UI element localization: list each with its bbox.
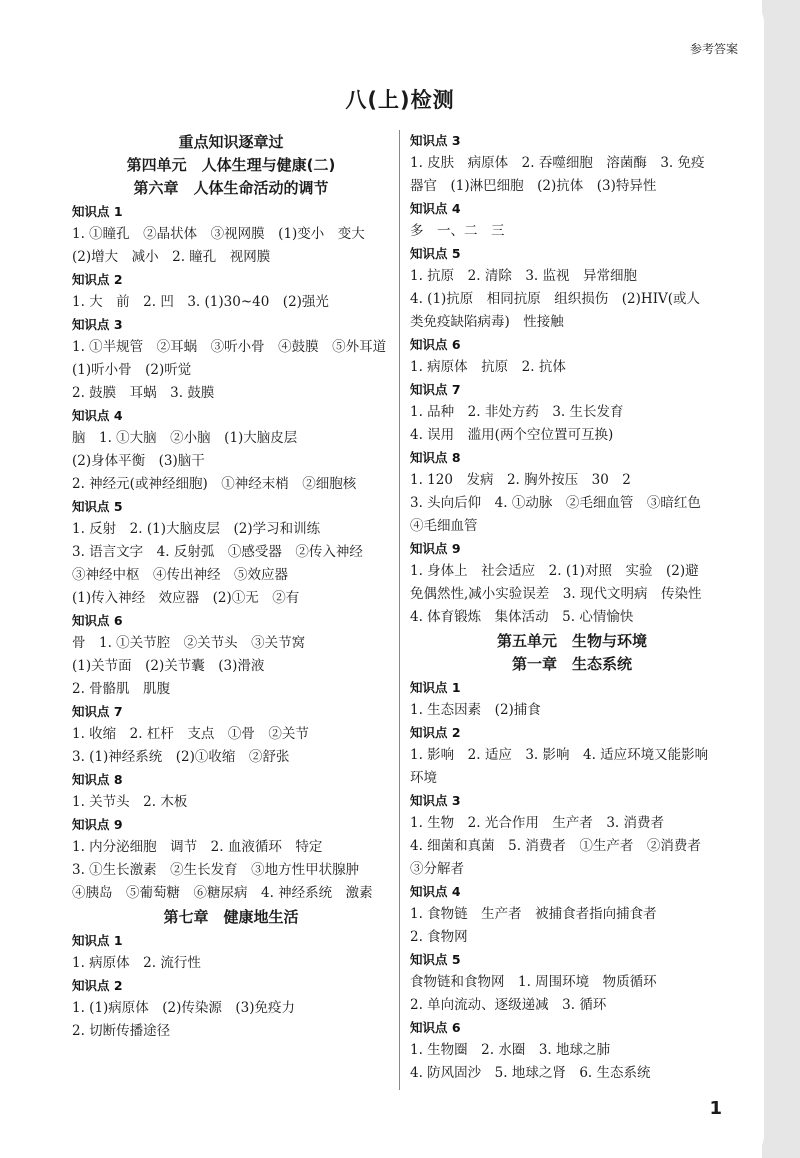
knowledge-point-label: 知识点 8: [410, 450, 461, 465]
answer-line: (1)听小骨 (2)听觉: [72, 362, 192, 378]
knowledge-point-label: 知识点 7: [410, 382, 461, 397]
section-heading: 第六章 人体生命活动的调节: [133, 179, 329, 197]
answer-line: 1. 生物 2. 光合作用 生产者 3. 消费者: [410, 815, 665, 831]
answer-line: 1. 抗原 2. 清除 3. 监视 异常细胞: [410, 268, 638, 284]
answer-line: 1. 内分泌细胞 调节 2. 血液循环 特定: [72, 839, 323, 855]
answer-line: 4. 误用 滥用(两个空位置可互换): [410, 427, 614, 443]
right-column: [410, 130, 734, 1085]
answer-line: 1. 大 前 2. 凹 3. (1)30~40 (2)强光: [72, 294, 329, 310]
answer-line: 4. 防风固沙 5. 地球之肾 6. 生态系统: [410, 1065, 651, 1081]
knowledge-point-label: 知识点 6: [410, 337, 461, 352]
knowledge-point-label: 知识点 1: [72, 933, 123, 948]
answer-line: ④毛细血管: [410, 518, 478, 534]
answer-line: 3. (1)神经系统 (2)①收缩 ②舒张: [72, 749, 290, 765]
answer-line: 食物链和食物网 1. 周围环境 物质循环: [410, 974, 657, 990]
header-label: 参考答案: [689, 42, 738, 56]
answer-line: 1. 收缩 2. 杠杆 支点 ①骨 ②关节: [72, 726, 309, 742]
section-heading: 第五单元 生物与环境: [496, 632, 647, 650]
page-number: 1: [709, 1098, 722, 1119]
knowledge-point-label: 知识点 3: [410, 793, 461, 808]
answer-line: 1. 皮肤 病原体 2. 吞噬细胞 溶菌酶 3. 免疫: [410, 155, 705, 171]
section-heading: 第一章 生态系统: [511, 655, 632, 673]
answer-line: 1. 反射 2. (1)大脑皮层 (2)学习和训练: [72, 521, 321, 537]
knowledge-point-label: 知识点 6: [72, 613, 123, 628]
answer-line: 2. 骨骼肌 肌腹: [72, 681, 171, 697]
answer-line: 4. 体育锻炼 集体活动 5. 心情愉快: [410, 609, 634, 625]
knowledge-point-label: 知识点 5: [410, 952, 461, 967]
knowledge-point-label: 知识点 3: [72, 317, 123, 332]
knowledge-point-label: 知识点 7: [72, 704, 123, 719]
answer-line: 类免疫缺陷病毒) 性接触: [410, 314, 564, 330]
answer-line: 骨 1. ①关节腔 ②关节头 ③关节窝: [72, 635, 306, 651]
knowledge-point-label: 知识点 4: [72, 408, 123, 423]
answer-line: 1. 品种 2. 非处方药 3. 生长发育: [410, 404, 624, 420]
answer-line: 脑 1. ①大脑 ②小脑 (1)大脑皮层: [72, 430, 298, 446]
answer-line: 1. 身体上 社会适应 2. (1)对照 实验 (2)避: [410, 563, 699, 579]
answer-line: 环境: [410, 770, 437, 786]
answer-line: ④胰岛 ⑤葡萄糖 ⑥糖尿病 4. 神经系统 激素: [72, 885, 373, 901]
knowledge-point-label: 知识点 3: [410, 133, 461, 148]
answer-line: 2. 鼓膜 耳蜗 3. 鼓膜: [72, 385, 215, 401]
knowledge-point-label: 知识点 5: [410, 246, 461, 261]
left-column: [72, 130, 390, 1043]
page-edge: [762, 0, 800, 1158]
answer-line: 3. 语言文字 4. 反射弧 ①感受器 ②传入神经: [72, 544, 363, 560]
answer-line: ③分解者: [410, 861, 464, 877]
answer-line: 1. 病原体 2. 流行性: [72, 955, 201, 971]
knowledge-point-label: 知识点 9: [410, 541, 461, 556]
knowledge-point-label: 知识点 9: [72, 817, 123, 832]
answer-line: 1. ①瞳孔 ②晶状体 ③视网膜 (1)变小 变大: [72, 226, 365, 242]
answer-line: (1)传入神经 效应器 (2)①无 ②有: [72, 590, 300, 606]
knowledge-point-label: 知识点 2: [72, 272, 123, 287]
answer-line: (2)增大 减小 2. 瞳孔 视网膜: [72, 249, 271, 265]
section-heading: 第四单元 人体生理与健康(二): [126, 156, 336, 174]
answer-line: 2. 单向流动、逐级递减 3. 循环: [410, 997, 607, 1013]
column-divider: [399, 130, 400, 1090]
knowledge-point-label: 知识点 8: [72, 772, 123, 787]
knowledge-point-label: 知识点 1: [72, 204, 123, 219]
answer-line: 4. (1)抗原 相同抗原 组织损伤 (2)HIV(或人: [410, 291, 701, 307]
knowledge-point-label: 知识点 6: [410, 1020, 461, 1035]
answer-line: 1. (1)病原体 (2)传染源 (3)免疫力: [72, 1000, 296, 1016]
answer-line: 3. 头向后仰 4. ①动脉 ②毛细血管 ③暗红色: [410, 495, 701, 511]
answer-line: 1. 关节头 2. 木板: [72, 794, 188, 810]
page-title: 八(上)检测: [345, 88, 455, 112]
knowledge-point-label: 知识点 4: [410, 201, 461, 216]
knowledge-point-label: 知识点 5: [72, 499, 123, 514]
answer-line: (2)身体平衡 (3)脑干: [72, 453, 205, 469]
section-heading: 重点知识逐章过: [178, 133, 284, 151]
answer-line: ③神经中枢 ④传出神经 ⑤效应器: [72, 567, 288, 583]
answer-line: 1. ①半规管 ②耳蜗 ③听小骨 ④鼓膜 ⑤外耳道: [72, 339, 387, 355]
answer-line: 2. 切断传播途径: [72, 1023, 171, 1039]
knowledge-point-label: 知识点 1: [410, 680, 461, 695]
knowledge-point-label: 知识点 2: [410, 725, 461, 740]
answer-line: 2. 食物网: [410, 929, 468, 945]
answer-line: 1. 食物链 生产者 被捕食者指向捕食者: [410, 906, 657, 922]
answer-line: 多 一、二 三: [410, 223, 505, 239]
answer-line: 2. 神经元(或神经细胞) ①神经末梢 ②细胞核: [72, 476, 357, 492]
answer-line: (1)关节面 (2)关节囊 (3)滑液: [72, 658, 265, 674]
answer-line: 1. 生态因素 (2)捕食: [410, 702, 541, 718]
answer-line: 3. ①生长激素 ②生长发育 ③地方性甲状腺肿: [72, 862, 360, 878]
answer-line: 器官 (1)淋巴细胞 (2)抗体 (3)特异性: [410, 178, 657, 194]
knowledge-point-label: 知识点 4: [410, 884, 461, 899]
answer-line: 1. 120 发病 2. 胸外按压 30 2: [410, 472, 631, 488]
answer-line: 1. 病原体 抗原 2. 抗体: [410, 359, 566, 375]
answer-line: 免偶然性,减小实验误差 3. 现代文明病 传染性: [410, 586, 702, 602]
knowledge-point-label: 知识点 2: [72, 978, 123, 993]
answer-line: 1. 生物圈 2. 水圈 3. 地球之肺: [410, 1042, 611, 1058]
section-heading: 第七章 健康地生活: [163, 908, 299, 926]
answer-line: 1. 影响 2. 适应 3. 影响 4. 适应环境又能影响: [410, 747, 709, 763]
answer-line: 4. 细菌和真菌 5. 消费者 ①生产者 ②消费者: [410, 838, 701, 854]
